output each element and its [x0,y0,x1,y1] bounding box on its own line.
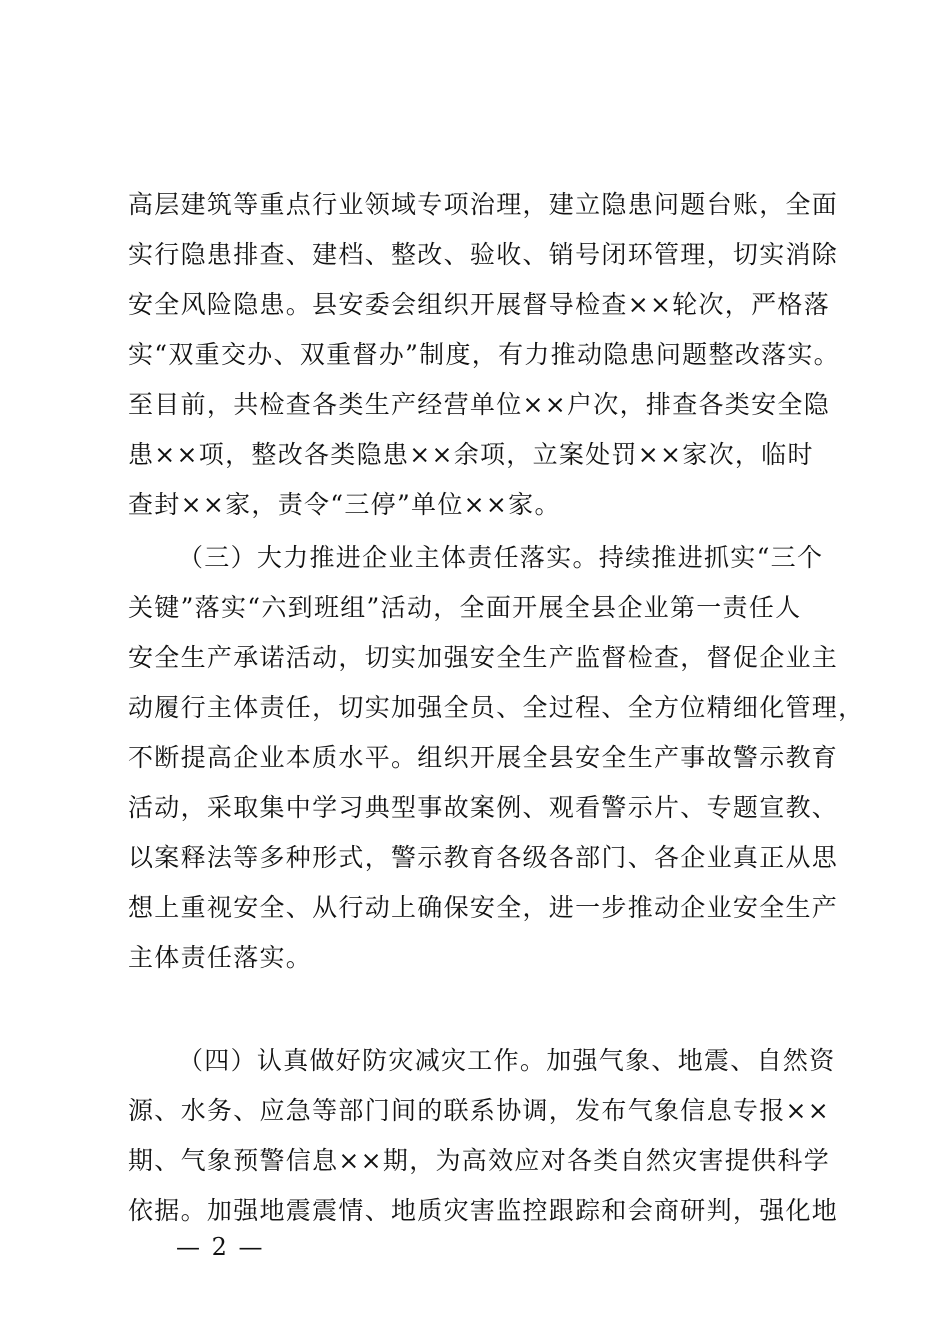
text-line: 安全生产承诺活动，切实加强安全生产监督检查，督促企业主 [128,643,839,672]
text-line: 期、气象预警信息××期，为高效应对各类自然灾害提供科学 [128,1146,830,1175]
text-line: 想上重视安全、从行动上确保安全，进一步推动企业安全生产 [128,893,839,922]
text-line: 关键”落实“六到班组”活动，全面开展全县企业第一责任人 [128,593,802,622]
paragraph-3 [128,1036,838,1236]
text-line: 实行隐患排查、建档、整改、验收、销号闭环管理，切实消除 [128,240,839,269]
text-line: 以案释法等多种形式，警示教育各级各部门、各企业真正从思 [128,843,839,872]
text-line: 实“双重交办、双重督办”制度，有力推动隐患问题整改落实。 [128,340,840,369]
text-line [128,983,838,1033]
text-line: 主体责任落实。 [128,943,313,972]
text-line: 查封××家，责令“三停”单位××家。 [128,490,561,519]
text-line: 活动，采取集中学习典型事故案例、观看警示片、专题宣教、 [128,793,839,822]
text-line: 患××项，整改各类隐患××余项，立案处罚××家次，临时 [128,440,814,469]
text-line: （四）认真做好防灾减灾工作。加强气象、地震、自然资 [178,1046,836,1075]
text-line: 不断提高企业本质水平。组织开展全县安全生产事故警示教育 [128,743,839,772]
text-line: 动履行主体责任，切实加强全员、全过程、全方位精细化管理， [128,693,865,722]
text-line: （三）大力推进企业主体责任落实。持续推进抓实“三个 [178,543,824,572]
paragraph-1 [128,180,838,530]
text-line: 依据。加强地震震情、地质灾害监控跟踪和会商研判，强化地 [128,1196,839,1225]
paragraph-2 [128,533,865,1033]
text-line: 安全风险隐患。县安委会组织开展督导检查××轮次，严格落 [128,290,830,319]
text-line: 高层建筑等重点行业领域专项治理，建立隐患问题台账，全面 [128,190,839,219]
page-number: — 2 — [176,1233,265,1261]
text-line: 至目前，共检查各类生产经营单位××户次，排查各类安全隐 [128,390,830,419]
body-text [128,180,865,1236]
text-line: 源、水务、应急等部门间的联系协调，发布气象信息专报×× [128,1096,830,1125]
